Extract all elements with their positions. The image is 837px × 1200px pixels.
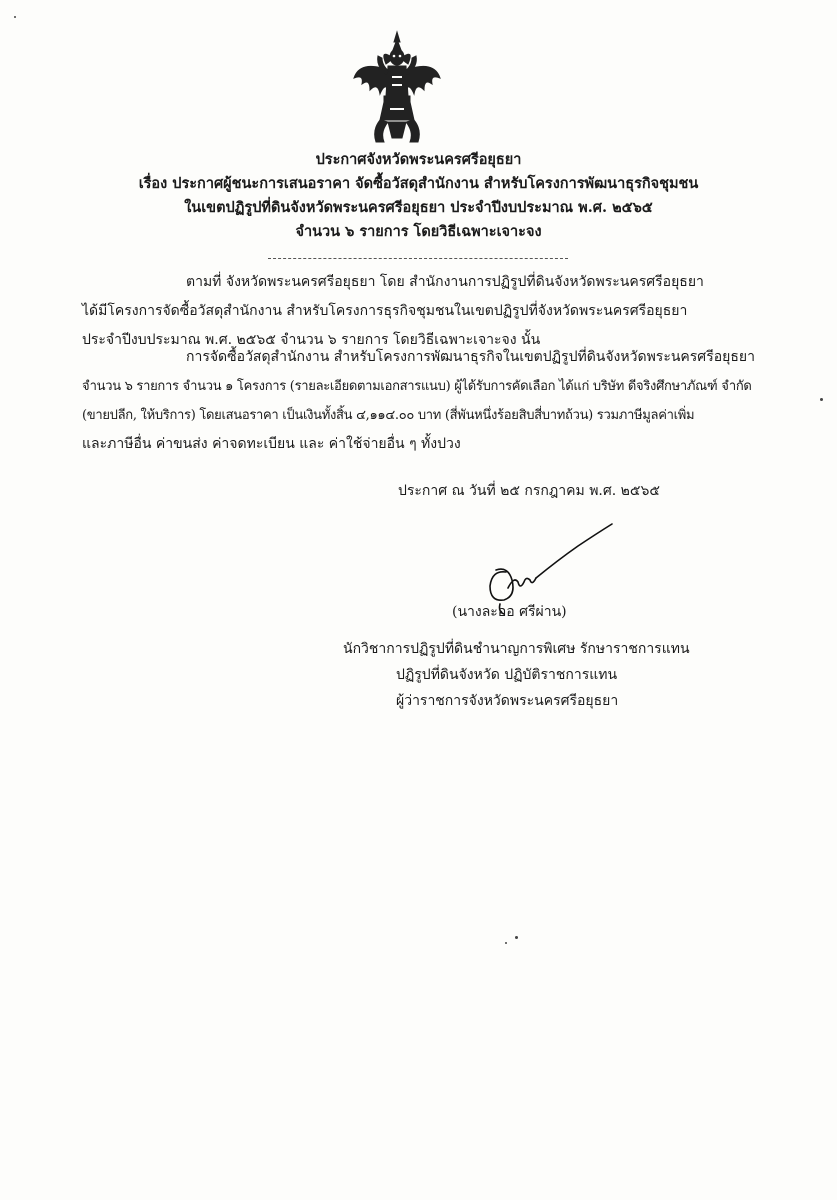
paragraph-line: ได้มีโครงการจัดซื้อวัสดุสำนักงาน สำหรับโครงการธุรกิจชุมชนในเขตปฏิรูปที่จังหวัดพระนครศรีอยุธยา — [82, 303, 688, 319]
announcement-date: ประกาศ ณ วันที่ ๒๕ กรกฎาคม พ.ศ. ๒๕๖๕ — [398, 483, 660, 499]
header-title: ประกาศจังหวัดพระนครศรีอยุธยา — [315, 151, 522, 168]
scan-speck — [14, 16, 16, 18]
paragraph-line: (ขายปลีก, ให้บริการ) โดยเสนอราคา เป็นเงินทั้งสิ้น ๔,๑๑๔.๐๐ บาท (สี่พันหนึ่งร้อยสิบสี่บาทถ้วน) รวมภาษีมูลค่าเพิ่ม — [82, 408, 695, 423]
signer-name: (นางละออ ศรีผ่าน) — [452, 604, 567, 620]
paragraph-line: การจัดซื้อวัสดุสำนักงาน สำหรับโครงการพัฒนาธุรกิจในเขตปฏิรูปที่ดินจังหวัดพระนครศรีอยุธยา — [186, 349, 755, 365]
scan-speck — [515, 936, 518, 939]
paragraph-award — [82, 343, 754, 459]
paragraph-line: และภาษีอื่น ค่าขนส่ง ค่าจดทะเบียน และ ค่าใช้จ่ายอื่น ๆ ทั้งปวง — [82, 436, 461, 452]
paragraph-line: ประจำปีงบประมาณ พ.ศ. ๒๕๖๕ จำนวน ๖ รายการ โดยวิธีเฉพาะเจาะจง นั้น — [82, 332, 541, 348]
paragraph-line: จำนวน ๖ รายการ จำนวน ๑ โครงการ (รายละเอียดตามเอกสารแนบ) ผู้ได้รับการคัดเลือก ได้แก่ บริษัท ดีจริงศึกษาภัณฑ์ จำกัด — [82, 379, 752, 394]
signer-title-acting: นักวิชาการปฏิรูปที่ดินชำนาญการพิเศษ รักษาราชการแทน — [343, 641, 690, 657]
announcement-header — [60, 148, 777, 244]
paragraph-line: ตามที่ จังหวัดพระนครศรีอยุธยา โดย สำนักงานการปฏิรูปที่ดินจังหวัดพระนครศรีอยุธยา — [186, 274, 704, 290]
paragraph-background — [82, 268, 754, 355]
header-method: จำนวน ๖ รายการ โดยวิธีเฉพาะเจาะจง — [295, 223, 542, 240]
signer-title-governor: ผู้ว่าราชการจังหวัดพระนครศรีอยุธยา — [396, 693, 619, 709]
scan-speck — [820, 398, 823, 401]
header-scope: ในเขตปฏิรูปที่ดินจังหวัดพระนครศรีอยุธยา ประจำปีงบประมาณ พ.ศ. ๒๕๖๕ — [184, 199, 653, 216]
scan-speck — [505, 942, 507, 944]
garuda-emblem-icon — [350, 30, 444, 148]
header-divider — [268, 258, 568, 259]
header-subject: เรื่อง ประกาศผู้ชนะการเสนอราคา จัดซื้อวัสดุสำนักงาน สำหรับโครงการพัฒนาธุรกิจชุมชน — [138, 175, 699, 192]
signer-title-provincial: ปฏิรูปที่ดินจังหวัด ปฏิบัติราชการแทน — [396, 667, 618, 683]
